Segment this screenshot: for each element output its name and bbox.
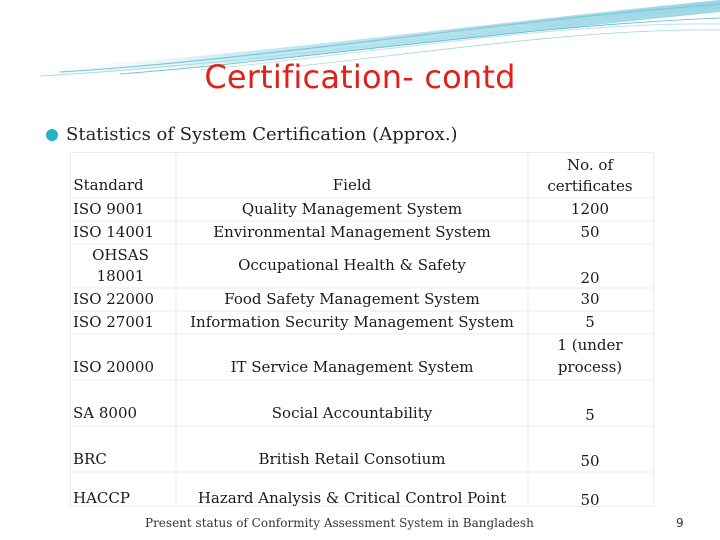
row-standard: ISO 9001	[73, 200, 145, 218]
row-standard: BRC	[73, 450, 107, 468]
row-field: Quality Management System	[241, 200, 463, 218]
row-field: British Retail Consotium	[258, 450, 446, 468]
row-standard: ISO 20000	[73, 358, 154, 376]
bullet-text: Statistics of System Certification (Approx.)	[66, 124, 458, 145]
row-field: Information Security Management System	[190, 313, 514, 331]
row-count: 50	[580, 491, 600, 509]
bullet-point	[46, 124, 458, 145]
row-standard: ISO 22000	[73, 290, 154, 308]
row-count: 30	[580, 290, 600, 308]
row-field: Hazard Analysis & Critical Control Point	[197, 489, 507, 507]
row-field: IT Service Management System	[230, 358, 474, 376]
page-title: Certification- contd	[204, 58, 516, 96]
row-field: Occupational Health & Safety	[238, 256, 466, 274]
row-standard: ISO 14001	[73, 223, 154, 241]
row-standard: HACCP	[73, 489, 130, 507]
slide-footer: Present status of Conformity Assessment System in Bangladesh	[145, 516, 534, 530]
bullet-icon	[46, 129, 58, 141]
row-count: 5	[585, 313, 595, 331]
row-field: Environmental Management System	[213, 223, 491, 241]
header-count-line1: No. of	[566, 156, 613, 174]
header-field: Field	[332, 176, 372, 194]
row-count: 50	[580, 223, 600, 241]
row-standard-line2: 18001	[96, 267, 145, 285]
page-number: 9	[676, 516, 684, 530]
row-field: Food Safety Management System	[224, 290, 480, 308]
row-count-line1: 1 (under	[557, 336, 623, 354]
header-count-line2: certificates	[547, 177, 633, 195]
header-standard: Standard	[73, 176, 144, 194]
row-standard-line1: OHSAS	[92, 246, 149, 264]
row-count: 50	[580, 452, 600, 470]
row-count: 1200	[570, 200, 610, 218]
row-count-line2: process)	[557, 358, 623, 376]
row-field: Social Accountability	[271, 404, 433, 422]
row-count: 5	[585, 406, 595, 424]
row-count: 20	[580, 269, 600, 287]
row-standard: ISO 27001	[73, 313, 154, 331]
row-standard: SA 8000	[73, 404, 138, 422]
